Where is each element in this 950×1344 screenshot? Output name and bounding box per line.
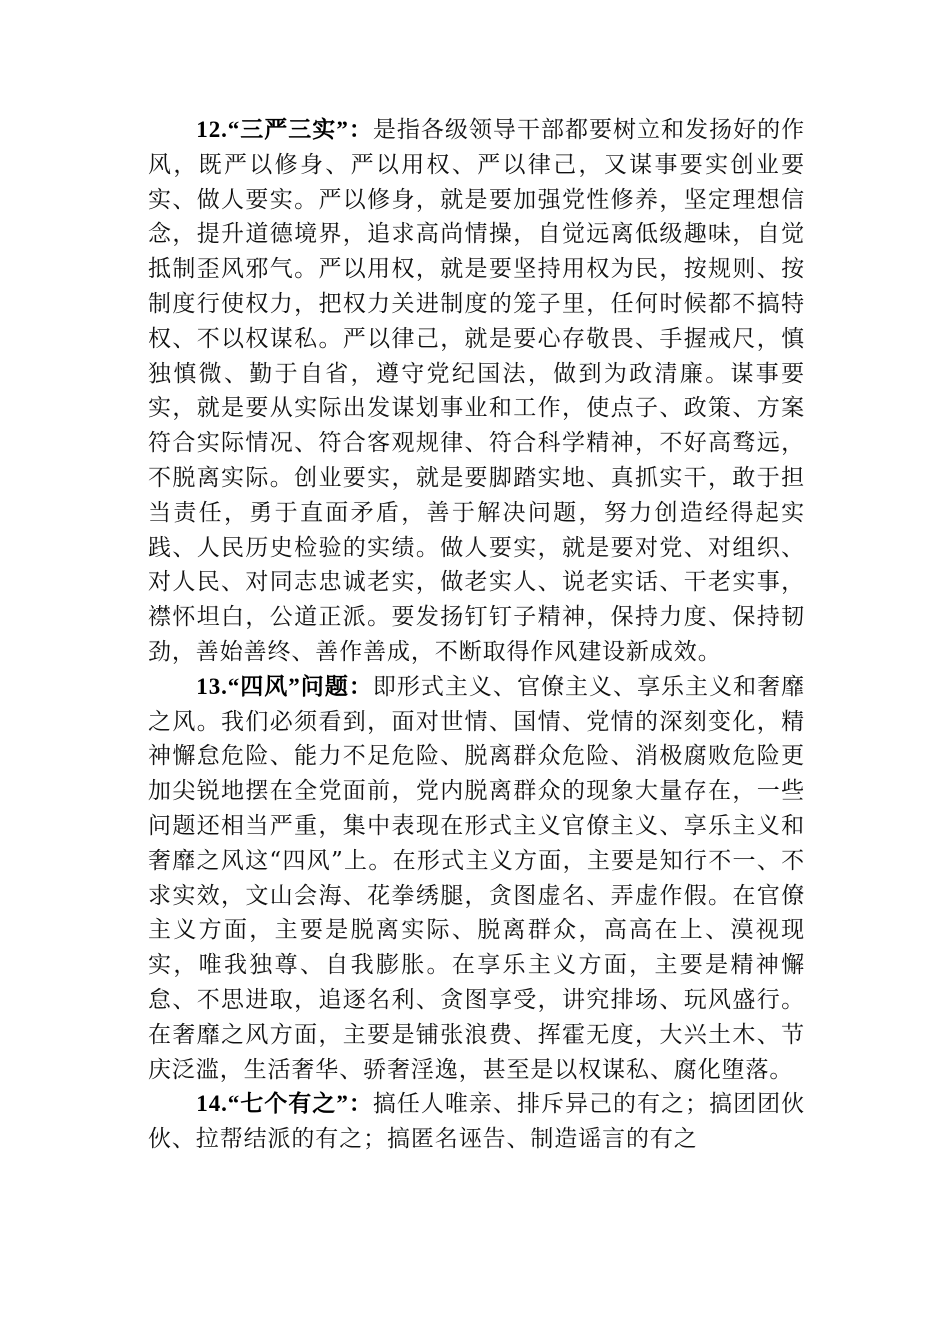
term-heading: 13.“四风”问题：	[196, 673, 373, 699]
paragraph-body: 即形式主义、官僚主义、享乐主义和奢靡之风。我们必须看到，面对世情、国情、党情的深刻变化，精神懈怠危险、能力不足危险、脱离群众危险、消极腐败危险更加尖锐地摆在全党面前，党内脱离群众的现象大量存在，一些问题还相当严重，集中表现在形式主义官僚主义、享乐主义和奢靡之风这“四风”上。在形式主义方面，主要是知行不一、不求实效，文山会海、花拳绣腿，贪图虚名、弄虚作假。在官僚主义方面，主要是脱离实际、脱离群众，高高在上、漠视现实，唯我独尊、自我膨胀。在享乐主义方面，主要是精神懈怠、不思进取，追逐名利、贪图享受，讲究排场、玩风盛行。在奢靡之风方面，主要是铺张浪费、挥霍无度，大兴土木、节庆泛滥，生活奢华、骄奢淫逸，甚至是以权谋私、腐化堕落。	[148, 673, 806, 1083]
paragraph-three-stricts-three-solids	[148, 113, 805, 670]
term-heading: 12.“三严三实”：	[196, 117, 373, 142]
paragraph-body: 是指各级领导干部都要树立和发扬好的作风，既严以修身、严以用权、严以律己，又谋事要实创业要实、做人要实。严以修身，就是要加强党性修养，坚定理想信念，提升道德境界，追求高尚情操，自觉远离低级趣味，自觉抵制歪风邪气。严以用权，就是要坚持用权为民，按规则、按制度行使权力，把权力关进制度的笼子里，任何时候都不搞特权、不以权谋私。严以律己，就是要心存敬畏、手握戒尺，慎独慎微、勤于自省，遵守党纪国法，做到为政清廉。谋事要实，就是要从实际出发谋划事业和工作，使点子、政策、方案符合实际情况、符合客观规律、符合科学精神，不好高骛远，不脱离实际。创业要实，就是要脚踏实地、真抓实干，敢于担当责任，勇于直面矛盾，善于解决问题，努力创造经得起实践、人民历史检验的实绩。做人要实，就是要对党、对组织、对人民、对同志忠诚老实，做老实人、说老实话、干老实事，襟怀坦白，公道正派。要发扬钉钉子精神，保持力度、保持韧劲，善始善终、善作善成，不断取得作风建设新成效。	[148, 117, 806, 665]
paragraph-seven-haves	[148, 1087, 805, 1157]
paragraph-body: 搞任人唯亲、排斥异己的有之；搞团团伙伙、拉帮结派的有之；搞匿名诬告、制造谣言的有之	[148, 1091, 806, 1153]
paragraph-four-winds	[148, 670, 805, 1088]
term-heading: 14.“七个有之”：	[196, 1091, 373, 1117]
document-page	[148, 113, 805, 1157]
